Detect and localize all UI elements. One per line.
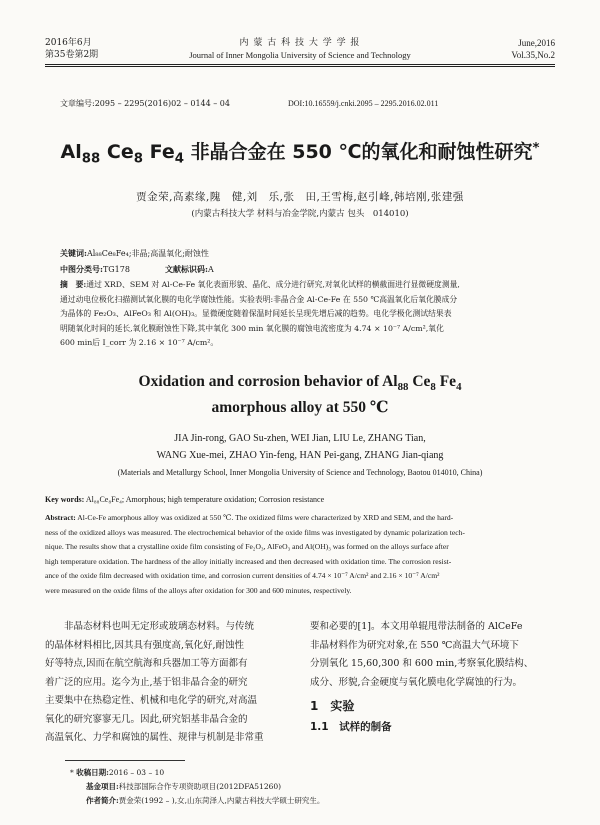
- authors-cn: 贾金荣,高素缘,隗 健,刘 乐,张 田,王雪梅,赵引峰,韩培刚,张建强: [136, 191, 464, 203]
- authors-en-line1: JIA Jin-rong, GAO Su-zhen, WEI Jian, LIU Le, ZHANG Tian,: [174, 433, 426, 444]
- classification-cn: 中图分类号:TG178 文献标识码:A: [60, 264, 214, 274]
- section-heading-experiment: 1 实验: [310, 699, 355, 713]
- header-journal-cn: 内 蒙 古 科 技 大 学 学 报: [239, 38, 361, 48]
- header-date-en: June,2016: [518, 38, 555, 48]
- keywords-en: Key words: Al₈₈Ce₈Fe₄; Amorphous; high temperature oxidation; Corrosion resistance: [45, 495, 325, 504]
- title-cn: $Al_{88}$ $Ce_8$ $Fe_4$ 非晶合金在 550 ℃的氧化和耐蚀性研究*: [60, 141, 540, 167]
- subsection-heading-sample-prep: 1.1 试样的制备: [310, 721, 392, 733]
- header-volume-en: Vol.35,No.2: [511, 50, 555, 60]
- keywords-cn: 关键词:Al₈₈Ce₈Fe₄;非晶;高温氧化;耐蚀性: [60, 248, 209, 258]
- header-rule-top: [45, 64, 555, 65]
- body-right-column: 要和必要的[1]。本文用单辊甩带法制备的 AlCeFe 非晶材料作为研究对象,在 550 ℃高温大气环境下 分别氧化 15,60,300 和 600 min,考察氧化膜结构、 成分、形貌,合金硬度与氧化膜电化学腐蚀的行为。: [310, 621, 534, 688]
- body-left-column: 非晶态材料也叫无定形或玻璃态材料。与传统 的晶体材料相比,因其具有强度高,氧化好,耐蚀性 好等特点,因而在航空航海和兵器加工等方面都有 着广泛的应用。迄今为止,基于铝非晶合金的研究 主要集中在热稳定性、机械和电化学的研究,对高温 氧化的研究寥寥无几。因此,研究铝基非晶合金的 高温氧化、力学和腐蚀的属性、规律与机制是非常重: [45, 621, 264, 743]
- affiliation-en: (Materials and Metallurgy School, Inner Mongolia University of Science and Technology, Baotou 014010, China): [117, 468, 483, 477]
- authors-en-line2: WANG Xue-mei, ZHAO Yin-feng, HAN Pei-gang, ZHANG Jian-qiang: [156, 450, 444, 461]
- header-date-cn: 2016年6月: [45, 38, 92, 48]
- title-en: Oxidation and corrosion behavior of $Al_{88}$ $Ce_8$ $Fe_4$: [138, 373, 462, 393]
- header-rule-bottom: [45, 66, 555, 67]
- footnote-author: 作者简介:贾金荣(1992 – ),女,山东菏泽人,内蒙古科技大学硕士研究生。: [86, 796, 325, 805]
- footnote-rule: [65, 760, 185, 761]
- article-number: 文章编号:2095 – 2295(2016)02 – 0144 – 04: [60, 99, 230, 108]
- affiliation-cn: (内蒙古科技大学 材料与冶金学院,内蒙古 包头 014010): [191, 209, 409, 219]
- header-journal-en: Journal of Inner Mongolia University of Science and Technology: [189, 50, 411, 60]
- doi: DOI:10.16559/j.cnki.2095 – 2295.2016.02.011: [288, 99, 439, 108]
- title-en-line2: amorphous alloy at 550 ℃: [211, 399, 389, 416]
- footnote-fund: 基金项目:科技部国际合作专项资助项目(2012DFA51260): [86, 782, 282, 791]
- abstract-en: Abstract: Al-Ce-Fe amorphous alloy was oxidized at 550 ℃. The oxidized films were characterized by XRD and SEM, and the hard- ness of the oxidized alloys was measured. The electrochemical behavior of the oxide films was investigated by dynamic polarization tech- nique. The results show that a crystalline oxide film consisting of Fe₂O₃, AlFeO₃ and Al(OH)₃ was formed on the alloys surface after high temperature oxidation. The hardness of the alloy initially increased and then decreased with oxidation time. The corrosion resist- ance of the oxide film decreased with oxidation time, and corrosion current densities of 4.74 × 10⁻⁷ A/cm² and 2.16 × 10⁻⁷ A/cm² were measured on the oxide films of the alloys after oxidation for 300 and 600 minutes, respectively.: [45, 513, 465, 595]
- footnote-received: * 收稿日期:2016 – 03 – 10: [70, 768, 165, 777]
- abstract-cn: 摘 要:通过 XRD、SEM 对 Al-Ce-Fe 氧化表面形貌、晶化、成分进行研究,对氧化试样的横截面进行显微硬度测量, 通过动电位极化扫描测试氧化膜的电化学腐蚀性能。实验表明:非晶合金 Al-Ce-Fe 在 550 ℃高温氧化后氧化膜成分 为晶体的 Fe₂O₃、AlFeO₃ 和 Al(OH)₃。显微硬度随着保温时间延长呈现先增后减的趋势。电化学极化测试结果表 明随氧化时间的延长,氧化膜耐蚀性下降,其中氧化 300 min 氧化膜的腐蚀电流密度为 4.74 × 10⁻⁷ A/cm²,氧化 600 min后 I_corr 为 2.16 × 10⁻⁷ A/cm²。: [60, 280, 460, 347]
- header-volume-cn: 第35卷第2期: [45, 50, 99, 60]
